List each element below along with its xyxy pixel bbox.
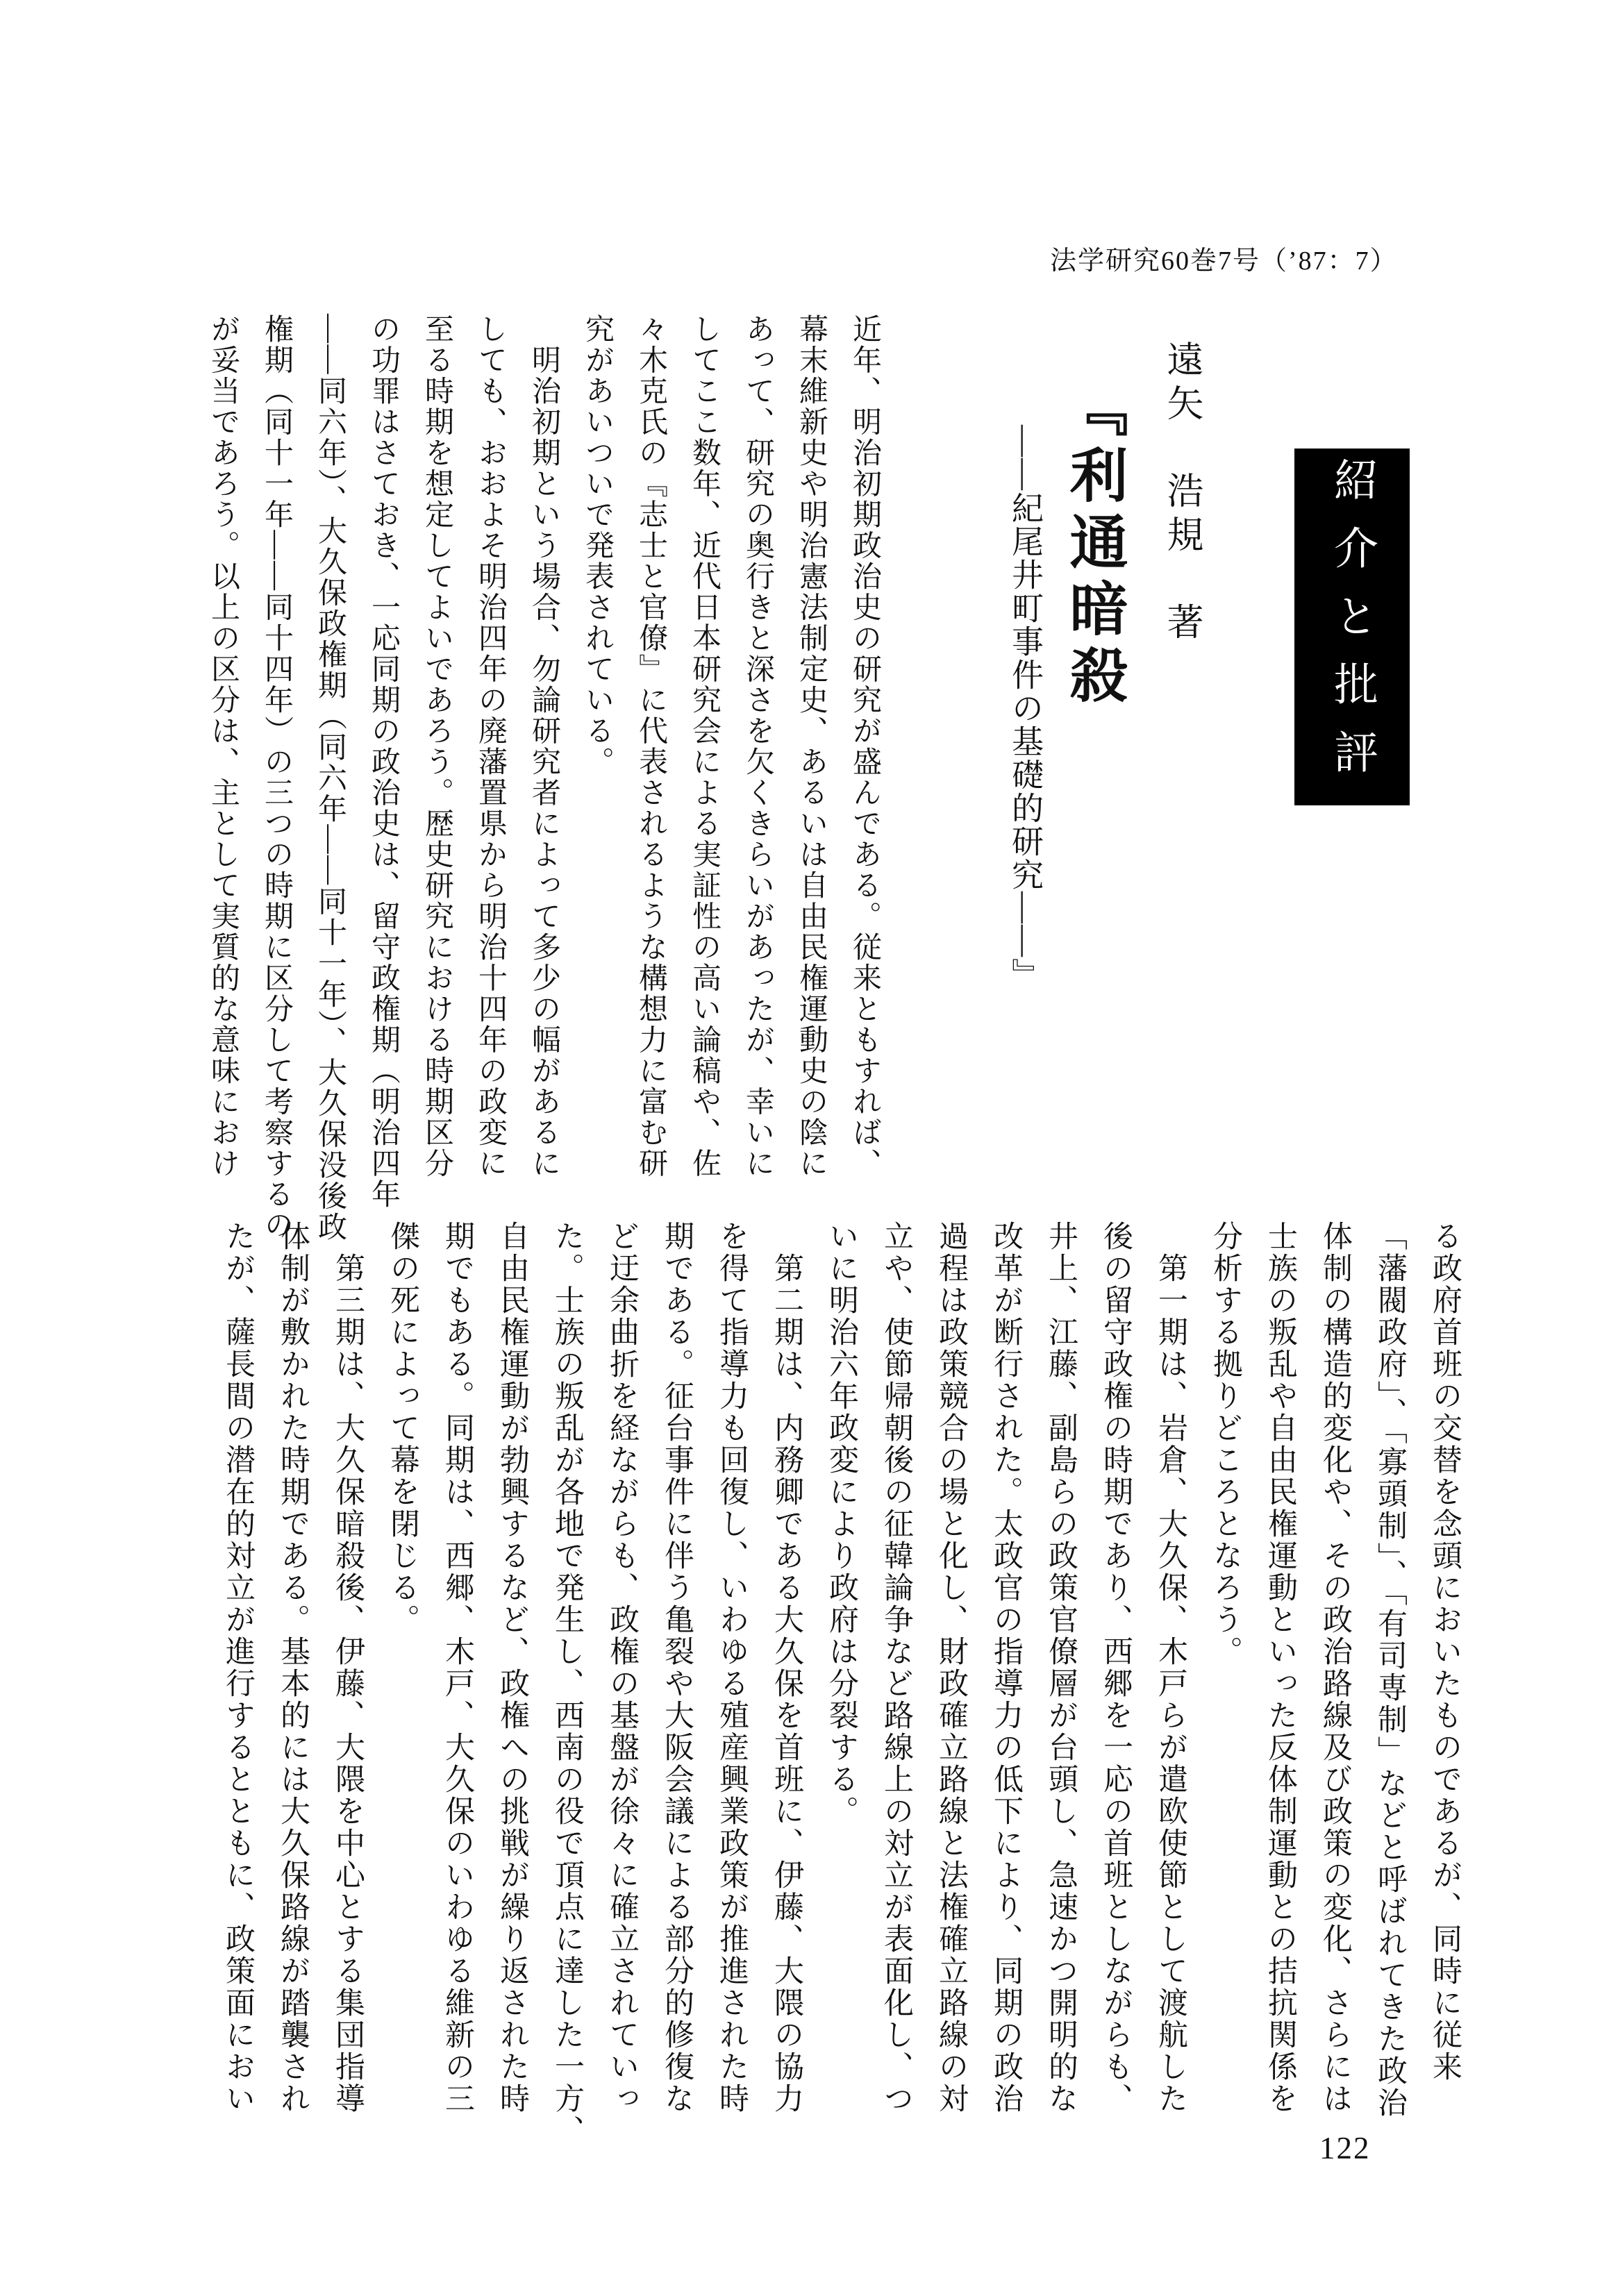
- bottom-text-column-9: 改革が断行された。太政官の指導力の低下により、同期の政治: [990, 1221, 1022, 2115]
- bottom-text-column-13: 第二期は、内務卿である大久保を首班に、伊藤、大隈の協力: [770, 1221, 803, 2115]
- top-text-column-13: が妥当であろう。以上の区分は、主として実質的な意味におけ: [207, 314, 239, 1179]
- review-category-label: 紹介と批評: [1328, 457, 1377, 797]
- bottom-text-column-7: 後の留守政権の時期であり、西郷を一応の首班としながらも、: [1099, 1221, 1132, 2115]
- bottom-text-column-1: る政府首班の交替を念頭においたものであるが、同時に従来: [1428, 1221, 1461, 2083]
- bottom-text-column-18: 自由民権運動が勃興するなど、政権への挑戦が繰り返された時: [496, 1221, 528, 2115]
- top-text-column-8: しても、おおよそ明治四年の廃藩置県から明治十四年の政変に: [474, 314, 506, 1179]
- book-author: 遠矢 浩規 著: [1162, 340, 1202, 646]
- book-title: 『利通暗殺: [1061, 378, 1126, 712]
- top-text-column-6: 究があいついで発表されている。: [581, 314, 613, 778]
- top-text-column-11: ――同六年）、大久保政権期（同六年――同十一年）、大久保没後政: [314, 314, 346, 1243]
- bottom-text-column-15: 期である。征台事件に伴う亀裂や大阪会議による部分的修復な: [660, 1221, 693, 2115]
- top-text-column-9: 至る時期を想定してよいであろう。歴史研究における時期区分: [421, 314, 453, 1179]
- top-text-column-3: あって、研究の奥行きと深さを欠くきらいがあったが、幸いに: [742, 314, 774, 1179]
- bottom-text-column-2: 「藩閥政府」、「寡頭制」、「有司専制」などと呼ばれてきた政治: [1374, 1221, 1406, 2119]
- top-text-column-10: の功罪はさておき、一応同期の政治史は、留守政権期（明治四年: [367, 314, 399, 1210]
- page-number: 122: [1319, 2131, 1371, 2165]
- top-text-column-12: 権期（同十一年――同十四年）の三つの時期に区分して考察するの: [260, 314, 292, 1241]
- journal-header: 法学研究60巻7号（’87：7）: [1050, 246, 1398, 276]
- bottom-text-column-4: 士族の叛乱や自由民権運動といった反体制運動との拮抗関係を: [1264, 1221, 1296, 2115]
- bottom-text-block: [210, 1221, 1472, 2147]
- top-text-column-5: 々木克氏の『志士と官僚』に代表されるような構想力に富む研: [635, 314, 667, 1179]
- book-subtitle: ――紀尾井町事件の基礎的研究――』: [1008, 425, 1043, 991]
- top-text-column-7: 明治初期という場合、勿論研究者によって多少の幅があるに: [528, 314, 560, 1179]
- bottom-text-column-11: 立や、使節帰朝後の征韓論争など路線上の対立が表面化し、つ: [880, 1221, 912, 2115]
- bottom-text-column-10: 過程は政策競合の場と化し、財政確立路線と法権確立路線の対: [935, 1221, 967, 2115]
- bottom-text-column-3: 体制の構造的変化や、その政治路線及び政策の変化、さらには: [1319, 1221, 1351, 2115]
- review-category-box: [1294, 449, 1410, 805]
- bottom-text-column-22: 体制が敷かれた時期である。基本的には大久保路線が踏襲され: [276, 1221, 309, 2115]
- bottom-text-column-16: ど迂余曲折を経ながらも、政権の基盤が徐々に確立されていっ: [606, 1221, 638, 2115]
- top-text-column-2: 幕末維新史や明治憲法制定史、あるいは自由民権運動史の陰に: [795, 314, 827, 1179]
- bottom-text-column-14: を得て指導力も回復し、いわゆる殖産興業政策が推進された時: [715, 1221, 748, 2115]
- bottom-text-column-8: 井上、江藤、副島らの政策官僚層が台頭し、急速かつ開明的な: [1044, 1221, 1077, 2115]
- bottom-text-column-19: 期でもある。同期は、西郷、木戸、大久保のいわゆる維新の三: [441, 1221, 474, 2115]
- bottom-text-column-5: 分析する拠りどころとなろう。: [1209, 1221, 1242, 1668]
- bottom-text-column-6: 第一期は、岩倉、大久保、木戸らが遣欧使節として渡航した: [1154, 1221, 1187, 2115]
- bottom-text-column-17: た。士族の叛乱が各地で発生し、西南の役で頂点に達した一方、: [551, 1221, 583, 2147]
- bottom-text-column-12: いに明治六年政変により政府は分裂する。: [825, 1221, 858, 1827]
- top-text-block: [196, 314, 891, 1243]
- top-text-column-4: してここ数年、近代日本研究会による実証性の高い論稿や、佐: [688, 314, 720, 1179]
- top-text-column-1: 近年、明治初期政治史の研究が盛んである。従来ともすれば、: [849, 314, 881, 1179]
- bottom-text-column-21: 第三期は、大久保暗殺後、伊藤、大隈を中心とする集団指導: [331, 1221, 364, 2115]
- bottom-text-column-20: 傑の死によって幕を閉じる。: [386, 1221, 419, 1636]
- bottom-text-column-23: たが、薩長間の潜在的対立が進行するとともに、政策面におい: [222, 1221, 254, 2115]
